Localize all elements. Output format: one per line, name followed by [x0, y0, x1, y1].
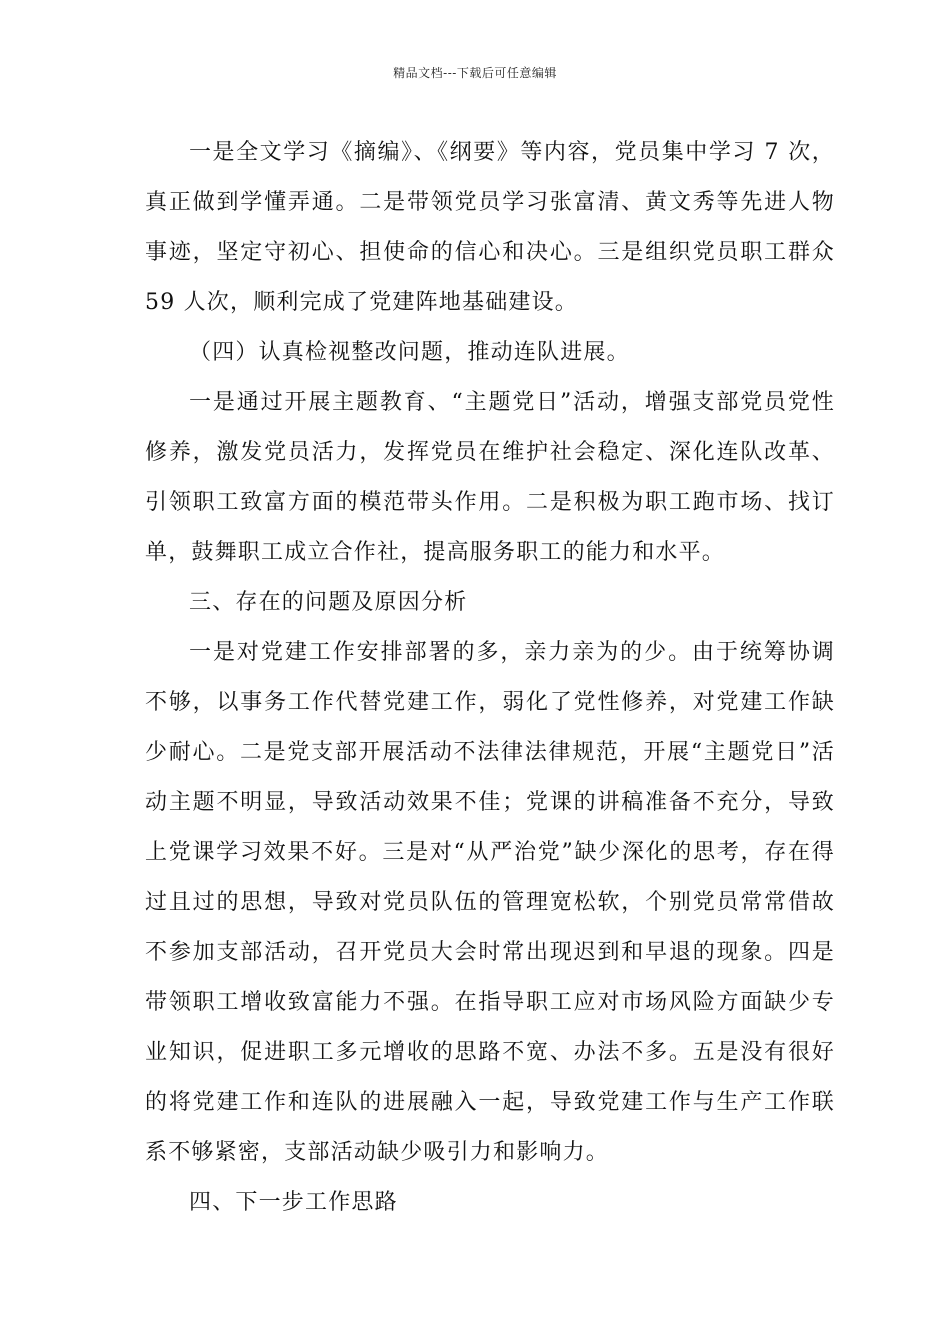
document-body — [145, 128, 835, 1228]
paragraph-rectification: 一是通过开展主题教育、“主题党日”活动，增强支部党员党性修养，激发党员活力，发挥党员在维护社会稳定、深化连队改革、引领职工致富方面的模范带头作用。二是积极为职工跑市场、找订单，鼓舞职工成立合作社，提高服务职工的能力和水平。 — [145, 390, 835, 565]
paragraph-study: 一是全文学习《摘编》、《纲要》等内容，党员集中学习 7 次，真正做到学懂弄通。二是带领党员学习张富清、黄文秀等先进人物事迹，坚定守初心、担使命的信心和决心。三是组织党员职工群众 59 人次，顺利完成了党建阵地基础建设。 — [145, 140, 835, 315]
page-header: 精品文档---下载后可任意编辑 — [393, 66, 557, 80]
section-heading-four: （四）认真检视整改问题，推动连队进展。 — [189, 340, 630, 365]
section-heading-problems: 三、存在的问题及原因分析 — [189, 590, 468, 615]
paragraph-problems: 一是对党建工作安排部署的多，亲力亲为的少。由于统筹协调不够，以事务工作代替党建工作，弱化了党性修养，对党建工作缺少耐心。二是党支部开展活动不法律法律规范，开展“主题党日”活动主题不明显，导致活动效果不佳；党课的讲稿准备不充分，导致上党课学习效果不好。三是对“从严治党”缺少深化的思考，存在得过且过的思想，导致对党员队伍的管理宽松软，个别党员常常借故不参加支部活动，召开党员大会时常出现迟到和早退的现象。四是带领职工增收致富能力不强。在指导职工应对市场风险方面缺少专业知识，促进职工多元增收的思路不宽、办法不多。五是没有很好的将党建工作和连队的进展融入一起，导致党建工作与生产工作联系不够紧密，支部活动缺少吸引力和影响力。 — [145, 640, 835, 1165]
section-heading-next-steps: 四、下一步工作思路 — [189, 1190, 398, 1215]
